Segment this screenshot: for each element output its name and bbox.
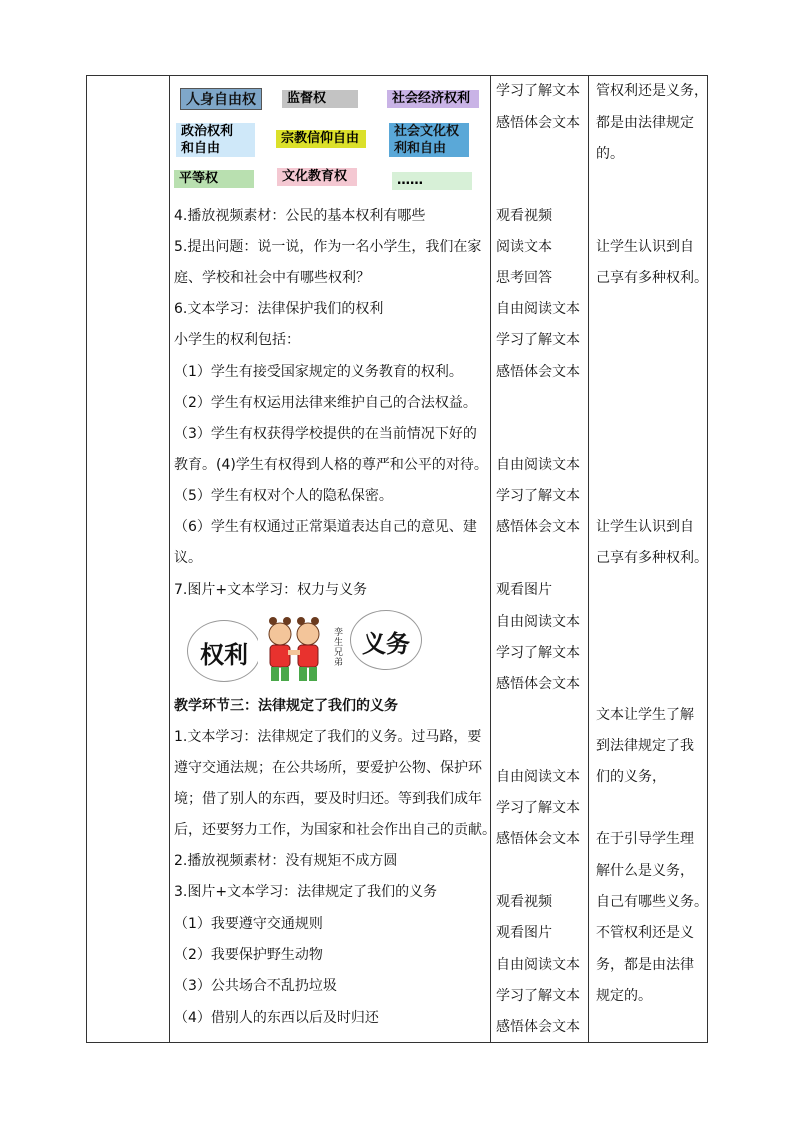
- student-activity: 感悟体会文本: [496, 676, 580, 692]
- student-activity: 学习了解文本: [496, 83, 580, 99]
- rights-bubble-label: 权利: [200, 641, 248, 669]
- student-activity: 观看图片: [496, 582, 552, 598]
- tag-supervision: 监督权: [282, 90, 358, 108]
- student-activity: 自由阅读文本: [496, 301, 580, 317]
- twin-brothers-illustration: [258, 612, 346, 688]
- intent-line: 让学生认识到自: [596, 239, 694, 255]
- content-line: 1.文本学习：法律规定了我们的义务。过马路，要: [174, 729, 482, 745]
- intent-line: 们的义务，: [596, 769, 666, 785]
- content-line: （1）我要遵守交通规则: [174, 916, 323, 932]
- student-activity: 学习了解文本: [496, 645, 580, 661]
- content-line: （4）借别人的东西以后及时归还: [174, 1010, 379, 1026]
- student-activity: 感悟体会文本: [496, 364, 580, 380]
- content-line: （3）公共场合不乱扔垃圾: [174, 978, 337, 994]
- student-activity: 自由阅读文本: [496, 457, 580, 473]
- column-divider: [169, 76, 170, 1042]
- student-activity: 感悟体会文本: [496, 115, 580, 131]
- content-line: （1）学生有接受国家规定的义务教育的权利。: [174, 364, 463, 380]
- content-line: 后，还要努力工作，为国家和社会作出自己的贡献。: [174, 822, 496, 838]
- student-activity: 观看视频: [496, 894, 552, 910]
- student-activity: 学习了解文本: [496, 332, 580, 348]
- content-line: 3.图片+文本学习：法律规定了我们的义务: [174, 884, 438, 900]
- intent-line: 的。: [596, 146, 624, 162]
- intent-line: 务，都是由法律: [596, 957, 694, 973]
- intent-line: 文本让学生了解: [596, 707, 694, 723]
- column-divider: [588, 76, 589, 1042]
- tag-socioeconomic: 社会经济权利: [387, 90, 479, 108]
- twins-caption: 孪生兄弟: [334, 628, 344, 668]
- content-line: （2）学生有权运用法律来维护自己的合法权益。: [174, 395, 477, 411]
- student-activity: 感悟体会文本: [496, 1019, 580, 1035]
- student-activity: 阅读文本: [496, 239, 552, 255]
- student-activity: 观看视频: [496, 208, 552, 224]
- student-activity: 感悟体会文本: [496, 519, 580, 535]
- intent-line: 自己有哪些义务。: [596, 894, 708, 910]
- content-line: （6）学生有权通过正常渠道表达自己的意见、建: [174, 519, 477, 535]
- content-line: 议。: [174, 550, 202, 566]
- intent-line: 己享有多种权利。: [596, 270, 708, 286]
- tag-political-1: 政治权利: [176, 123, 255, 140]
- intent-line: 都是由法律规定: [596, 115, 694, 131]
- student-activity: 自由阅读文本: [496, 957, 580, 973]
- intent-line: 规定的。: [596, 988, 652, 1004]
- content-line: 小学生的权利包括：: [174, 332, 300, 348]
- duties-bubble: [350, 610, 422, 670]
- tag-more: ……: [392, 172, 472, 190]
- content-line: 境；借了别人的东西，要及时归还。等到我们成年: [174, 791, 482, 807]
- content-line: 7.图片+文本学习：权力与义务: [174, 582, 368, 598]
- intent-line: 在于引导学生理: [596, 831, 694, 847]
- content-line: 4.播放视频素材：公民的基本权利有哪些: [174, 208, 426, 224]
- content-line: 2.播放视频素材：没有规矩不成方圆: [174, 853, 398, 869]
- content-line: （2）我要保护野生动物: [174, 947, 323, 963]
- tag-education: 文化教育权: [277, 168, 357, 186]
- tag-culture-2: 利和自由: [389, 140, 469, 157]
- student-activity: 自由阅读文本: [496, 769, 580, 785]
- column-divider: [490, 76, 491, 1042]
- tag-personal-freedom: 人身自由权: [180, 88, 262, 110]
- content-line: 教育。(4)学生有权得到人格的尊严和公平的对待。: [174, 457, 488, 473]
- intent-line: 解什么是义务，: [596, 863, 694, 879]
- tag-political-2: 和自由: [176, 140, 255, 157]
- intent-line: 管权利还是义务，: [596, 83, 708, 99]
- student-activity: 感悟体会文本: [496, 831, 580, 847]
- content-line: 6.文本学习：法律保护我们的权利: [174, 301, 384, 317]
- rights-bubble: [187, 620, 261, 682]
- intent-line: 让学生认识到自: [596, 519, 694, 535]
- student-activity: 思考回答: [496, 270, 552, 286]
- tag-culture-1: 社会文化权: [389, 123, 469, 140]
- intent-line: 己享有多种权利。: [596, 550, 708, 566]
- student-activity: 学习了解文本: [496, 800, 580, 816]
- content-line: 遵守交通法规；在公共场所，要爱护公物、保护环: [174, 760, 482, 776]
- content-line: （5）学生有权对个人的隐私保密。: [174, 488, 393, 504]
- content-line: 5.提出问题：说一说，作为一名小学生，我们在家: [174, 239, 482, 255]
- intent-line: 到法律规定了我: [596, 738, 694, 754]
- student-activity: 学习了解文本: [496, 488, 580, 504]
- section-heading: 教学环节三：法律规定了我们的义务: [174, 698, 398, 714]
- duties-bubble-label: 义务: [362, 630, 410, 658]
- student-activity: 自由阅读文本: [496, 614, 580, 630]
- content-line: （3）学生有权获得学校提供的在当前情况下好的: [174, 426, 477, 442]
- intent-line: 不管权利还是义: [596, 925, 694, 941]
- tag-religion: 宗教信仰自由: [276, 130, 366, 148]
- student-activity: 观看图片: [496, 925, 552, 941]
- content-line: 庭、学校和社会中有哪些权利？: [174, 270, 370, 286]
- tag-equality: 平等权: [174, 170, 254, 188]
- student-activity: 学习了解文本: [496, 988, 580, 1004]
